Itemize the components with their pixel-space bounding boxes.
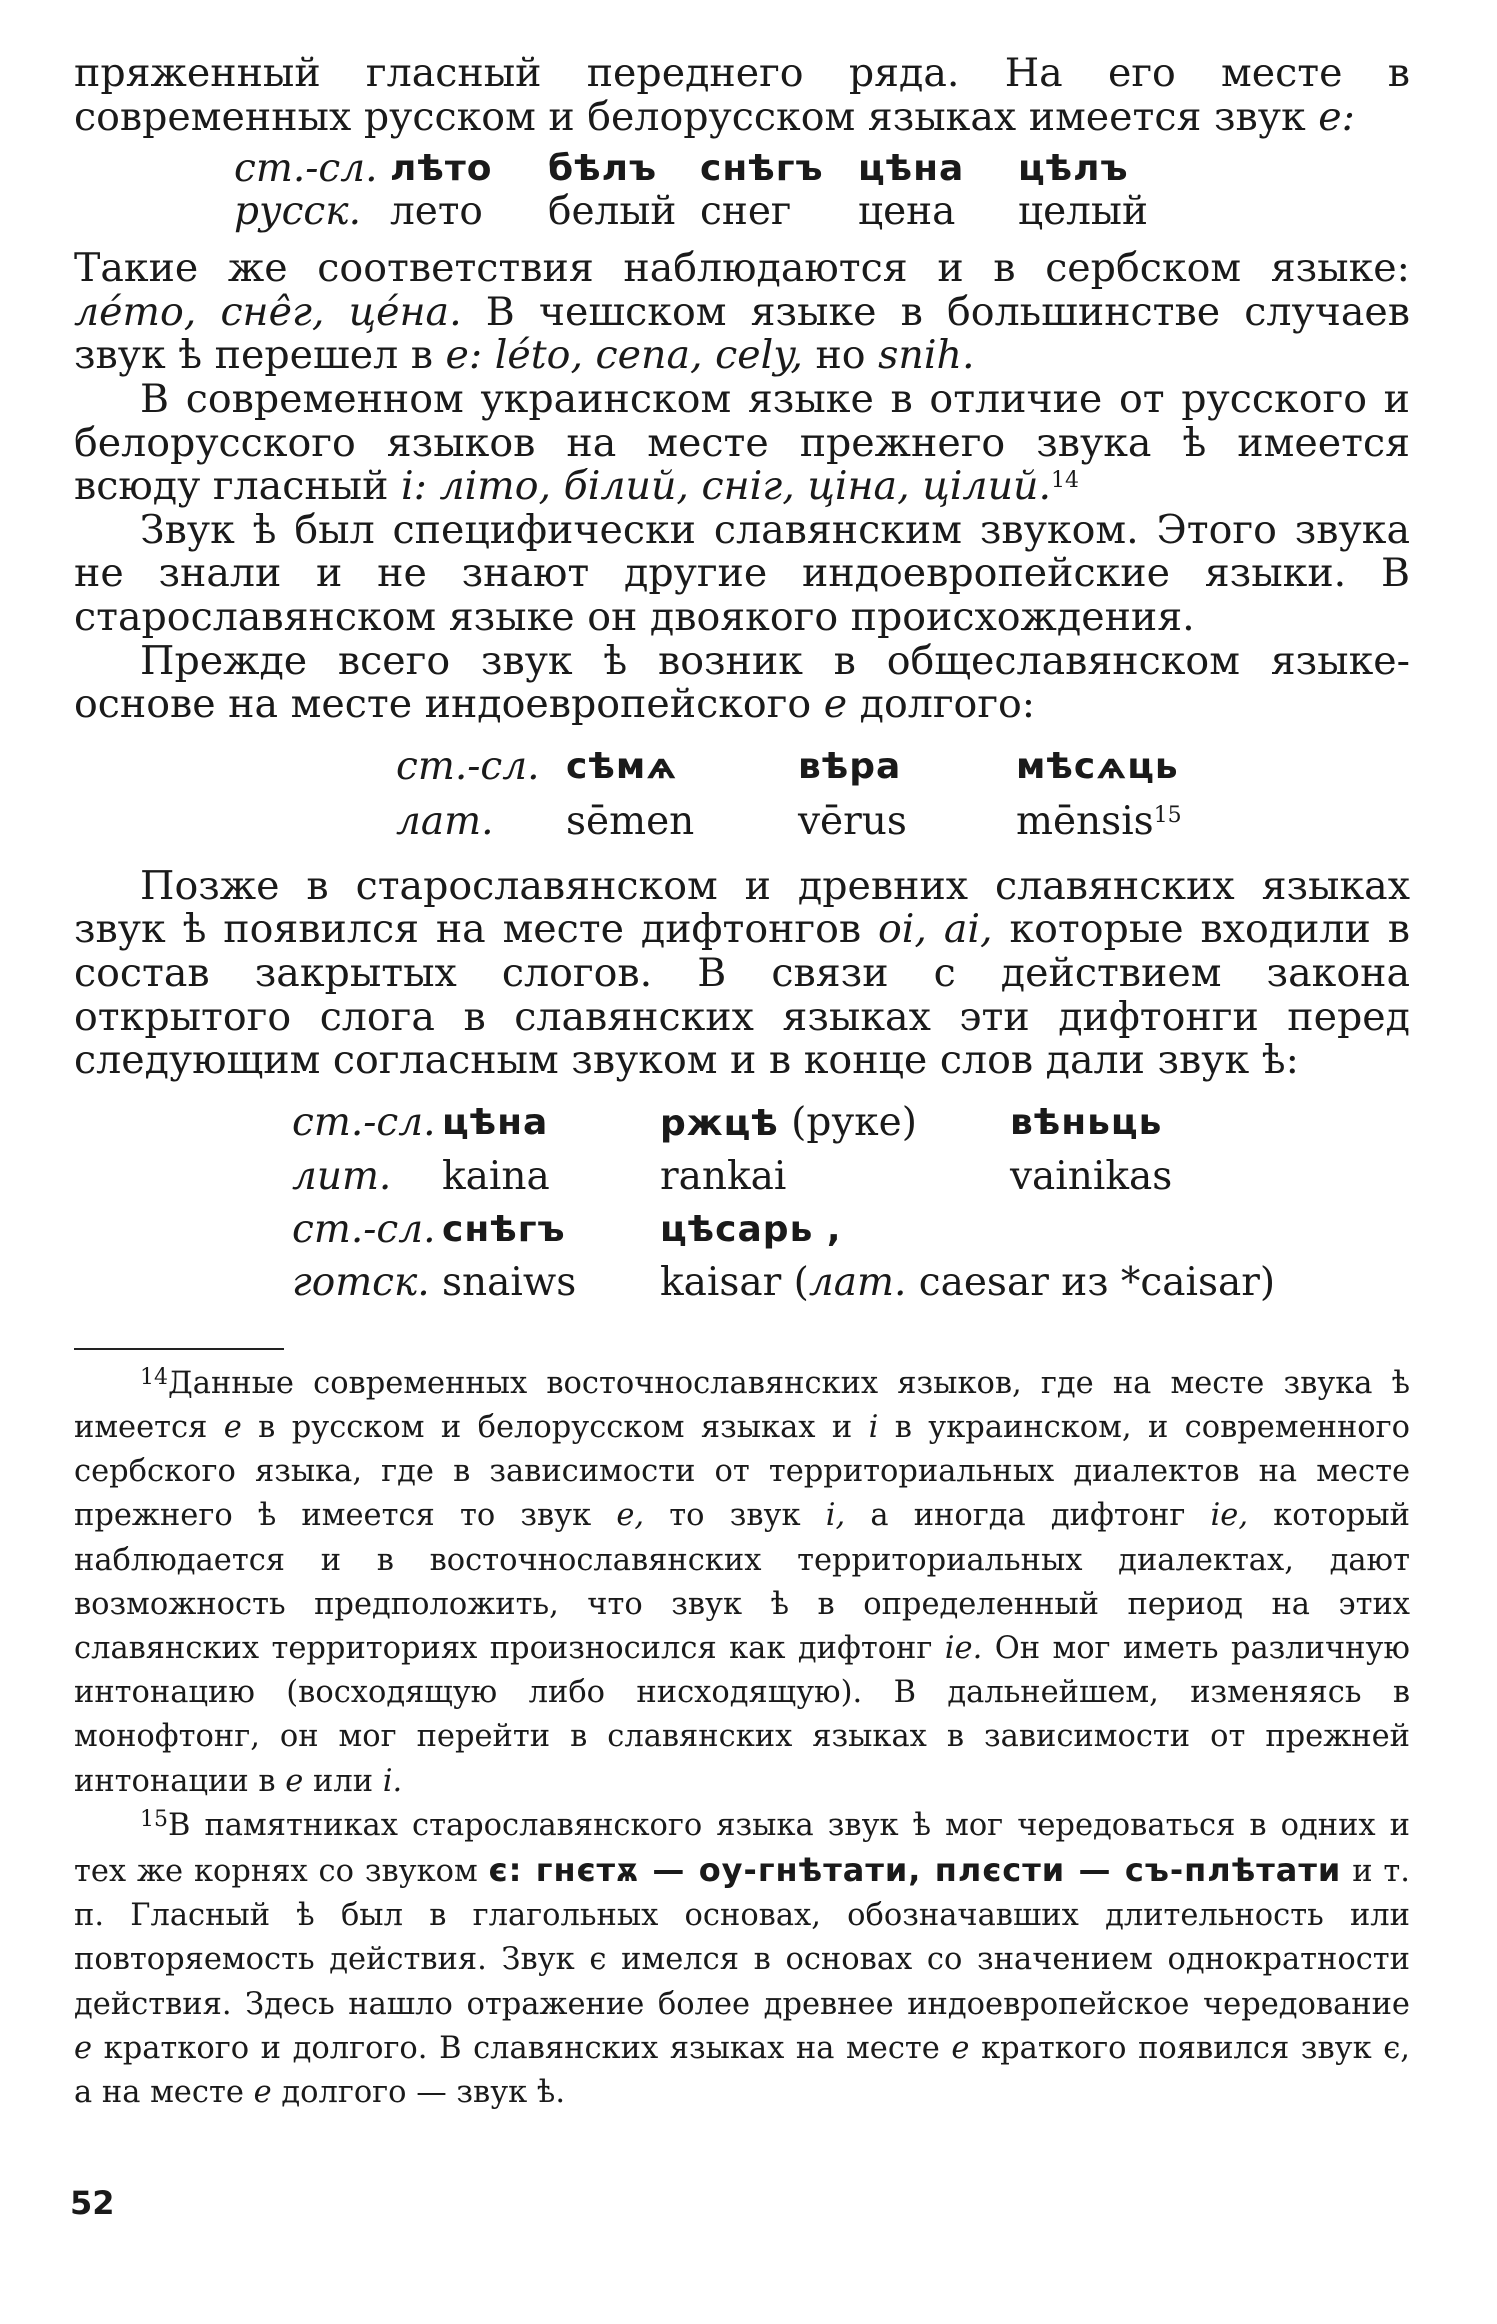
word: бѣлъ: [548, 148, 658, 190]
word: сѣмѧ: [566, 745, 678, 787]
text: или: [303, 1763, 383, 1799]
word: [660, 1259, 1276, 1305]
text: Данные современных восточнославянских языков, где на месте звука ѣ имеется: [74, 1365, 1410, 1445]
text: В современном украинском языке в отличие от русского и белорусского языков на месте прежнего звука ѣ имеется всюду гласный: [74, 375, 1410, 510]
word: вѣньць: [1010, 1101, 1163, 1143]
word: вѣра: [798, 745, 902, 787]
word: мѣсѧць: [1016, 745, 1179, 787]
word: kaina: [442, 1153, 550, 1199]
page-number: 52: [70, 2184, 115, 2222]
paragraph-3: [74, 375, 1410, 510]
text: i,: [825, 1498, 846, 1534]
word: [1016, 800, 1256, 843]
language-label: ст.-сл.: [234, 146, 378, 192]
word-gloss: лат.: [808, 1259, 907, 1305]
word: snaiws: [442, 1259, 577, 1305]
example-table-1: [234, 147, 1410, 233]
text: пряженный гласный переднего ряда. На его месте в современных русском и белорусском языках имеется звук: [74, 50, 1410, 140]
text: то звук: [644, 1498, 826, 1534]
word: [1010, 1208, 1230, 1251]
text: е:: [1318, 93, 1355, 140]
footnote-number: 14: [140, 1364, 168, 1390]
text: Такие же соответствия наблюдаются и в сербском языке:: [74, 245, 1410, 292]
footnote-ref: 15: [1153, 802, 1182, 828]
language-label: ст.-сл.: [292, 1099, 436, 1145]
text: Позже в старославянском и древних славянских языках звук ѣ появился на месте дифтонгов: [74, 862, 1410, 953]
text: ie,: [1210, 1498, 1249, 1534]
language-label: русск.: [234, 189, 361, 235]
footnote-14: [74, 1362, 1410, 1804]
text: В памятниках старославянского языка звук ѣ мог чередоваться в одних и тех же корнях со звуком: [74, 1807, 1410, 1889]
example-table-3: [292, 1101, 1410, 1304]
text: Он мог иметь различную интонацию (восходящую либо нисходящую). В дальнейшем, изменяясь в монофтонг, он мог перейти в славянских языках в зависимости от прежней интонации в: [74, 1630, 1410, 1799]
word: цѣна: [442, 1101, 549, 1143]
text: є: гнєтѫ — оу-гнѣтати, плєсти — съ-плѣтати: [488, 1850, 1342, 1889]
text: snih.: [878, 332, 975, 379]
text: краткого и долгого. В славянских языках на месте: [92, 2030, 952, 2066]
language-label: ст.-сл.: [396, 743, 540, 789]
text: в украинском, и современного сербского языка, где в зависимости от территориальных диалектов на месте прежнего ѣ имеется то звук: [74, 1409, 1410, 1534]
text: е,: [616, 1498, 645, 1534]
text: е: léto, cena, cely,: [445, 332, 803, 379]
paragraph-2: [74, 247, 1410, 378]
text: Звук ѣ был специфически славянским звуком. Этого звука не знали и не знают другие индоевропейские языки. В старославянском языке он двоякого происхождения.: [74, 506, 1410, 640]
text: долгого — звук ѣ.: [271, 2074, 566, 2110]
page-body: [74, 52, 1410, 2115]
word-text: mēnsis: [1016, 798, 1154, 844]
text: е: [951, 2030, 970, 2066]
word-text: caesar из *caisar): [906, 1259, 1276, 1305]
text: Прежде всего звук ѣ возник в общеславянском языке-основе на месте индоевропейского: [74, 637, 1410, 728]
word: цѣна: [858, 148, 965, 190]
text: i: [868, 1409, 879, 1445]
word: снег: [700, 189, 792, 235]
text: i.: [382, 1763, 403, 1799]
word: цѣлъ: [1018, 148, 1129, 190]
word: снѣгъ: [700, 148, 824, 190]
word: [660, 1101, 1010, 1145]
word: белый: [548, 189, 677, 235]
text: лéто, снêг, цéна.: [74, 288, 462, 335]
paragraph-4: [74, 506, 1410, 640]
text: е: [285, 1763, 304, 1799]
text: е: [253, 2074, 272, 2110]
text: В чешском языке в большинстве случаев звук ѣ перешел в: [74, 288, 1410, 379]
paragraph-1: [74, 52, 1410, 139]
text: в русском и белорусском языках и: [241, 1409, 869, 1445]
word: лѣто: [390, 148, 493, 190]
language-label: готск.: [292, 1259, 430, 1305]
language-label: лат.: [396, 798, 494, 844]
language-label: лит.: [292, 1153, 392, 1199]
language-label: ст.-сл.: [292, 1206, 436, 1252]
footnote-number: 15: [140, 1806, 168, 1832]
word: vērus: [798, 798, 907, 844]
text: е: [74, 2030, 93, 2066]
word-text: kaisar (: [660, 1259, 809, 1305]
word: цена: [858, 189, 956, 235]
text: и т. п. Гласный ѣ был в глагольных основах, обозначавших длительность или повторяемость действия. Звук є имелся в основах со значением однократности действия. Здесь нашло отражение более древнее индоевропейское чередование: [74, 1853, 1410, 2022]
text: е: [223, 1409, 242, 1445]
text: долгого:: [847, 681, 1036, 728]
text: ie.: [944, 1630, 983, 1666]
text: а иногда дифтонг: [845, 1498, 1211, 1534]
text: oi, ai,: [878, 906, 993, 953]
footnote-divider: [74, 1348, 284, 1350]
paragraph-6: [74, 862, 1410, 1084]
word: sēmen: [566, 798, 695, 844]
footnote-ref: 14: [1051, 468, 1079, 494]
word: vainikas: [1010, 1153, 1173, 1199]
footnote-15: [74, 1804, 1410, 2115]
paragraph-5: [74, 637, 1410, 728]
text: которые входили в состав закрытых слогов. В связи с действием закона открытого слога в славянских языках эти дифтонги перед следующим согласным звуком и в конце слов дали звук ѣ:: [74, 906, 1410, 1084]
word: снѣгъ: [442, 1208, 566, 1250]
example-table-2: [396, 745, 1410, 843]
text: краткого появился звук є, а на месте: [74, 2030, 1410, 2110]
word: лето: [390, 189, 483, 235]
word-text: ржцѣ: [660, 1102, 779, 1144]
text: но: [802, 332, 879, 379]
word: цѣсарь ,: [660, 1208, 842, 1250]
word: rankai: [660, 1153, 787, 1199]
text: е: [823, 681, 848, 728]
text: который наблюдается и в восточнославянских территориальных диалектах, дают возможность предположить, что звук ѣ в определенный период на этих славянских территориях произносился как дифтонг: [74, 1498, 1411, 1666]
word: целый: [1018, 189, 1148, 235]
word-gloss: (руке): [778, 1099, 917, 1145]
text: i: літо, білий, сніг, ціна, цілий.: [400, 463, 1051, 510]
